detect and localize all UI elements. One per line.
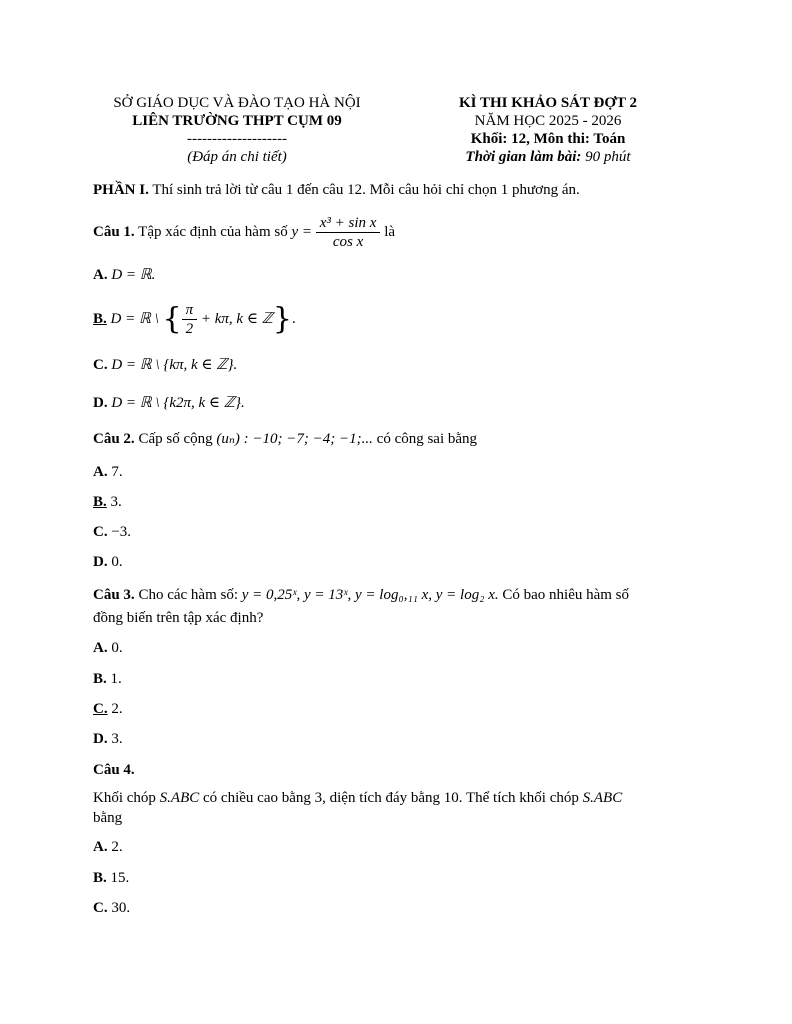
question-3-line-2: đồng biến trên tập xác định? (93, 610, 264, 626)
q1-option-c[interactable]: C. D = ℝ \ {kπ, k ∈ ℤ}. (93, 357, 238, 373)
question-4: Khối chóp S.ABC có chiều cao bằng 3, diện tích đáy bằng 10. Thể tích khối chóp S.ABC (93, 790, 623, 806)
q2-option-c[interactable]: C. −3. (93, 524, 132, 540)
q2-option-b[interactable]: B. 3. (93, 494, 122, 510)
question-1: Câu 1. Tập xác định của hàm số y = $\frac{\text{x³ + sin x}}{\text{cos x}}$ là (93, 215, 396, 250)
q1-option-d[interactable]: D. D = ℝ \ {k2π, k ∈ ℤ}. (93, 395, 245, 411)
issuer-department: SỞ GIÁO DỤC VÀ ĐÀO TẠO HÀ NỘI (113, 95, 361, 111)
q4-option-b[interactable]: B. 15. (93, 870, 130, 886)
q3-option-a[interactable]: A. 0. (93, 640, 123, 656)
q1-function-fraction: $\frac{\text{x³ + sin x}}{\text{cos x}}$ (316, 214, 381, 251)
q2-option-a[interactable]: A. 7. (93, 464, 123, 480)
exam-block (383, 94, 713, 166)
question-4-label: Câu 4. (93, 762, 135, 778)
q1-option-a[interactable]: A. D = ℝ. (93, 267, 156, 283)
exam-duration: Thời gian làm bài: 90 phút (465, 149, 631, 165)
q4-option-a[interactable]: A. 2. (93, 839, 123, 855)
issuer-divider: -------------------- (187, 131, 287, 147)
issuer-block (72, 94, 402, 166)
issuer-school: LIÊN TRƯỜNG THPT CỤM 09 (132, 113, 342, 129)
q3-option-d[interactable]: D. 3. (93, 731, 123, 747)
exam-subject: Khối: 12, Môn thi: Toán (470, 131, 626, 147)
q4-option-c[interactable]: C. 30. (93, 900, 131, 916)
q1-option-b[interactable]: B. D = ℝ \ { $\frac{\pi}{2}$ + kπ, k ∈ ℤ}. (93, 301, 296, 337)
q3-option-c[interactable]: C. 2. (93, 701, 123, 717)
question-4-line-2: bằng (93, 810, 123, 826)
q2-option-d[interactable]: D. 0. (93, 554, 123, 570)
q3-option-b[interactable]: B. 1. (93, 671, 122, 687)
question-3: Câu 3. Cho các hàm số: y = 0,25ˣ, y = 13ˣ, y = log₀,₁₁ x, y = log₂ x. Có bao nhiêu hàm số (93, 587, 630, 603)
exam-year: NĂM HỌC 2025 - 2026 (474, 113, 622, 129)
issuer-note: (Đáp án chi tiết) (187, 149, 287, 165)
question-2: Câu 2. Cấp số cộng (uₙ) : −10; −7; −4; −1;... có công sai bằng (93, 431, 478, 447)
part-1-instructions: PHẦN I. Thí sinh trả lời từ câu 1 đến câu 12. Mỗi câu hỏi chỉ chọn 1 phương án. (93, 182, 580, 198)
exam-title: KÌ THI KHẢO SÁT ĐỢT 2 (459, 95, 637, 111)
